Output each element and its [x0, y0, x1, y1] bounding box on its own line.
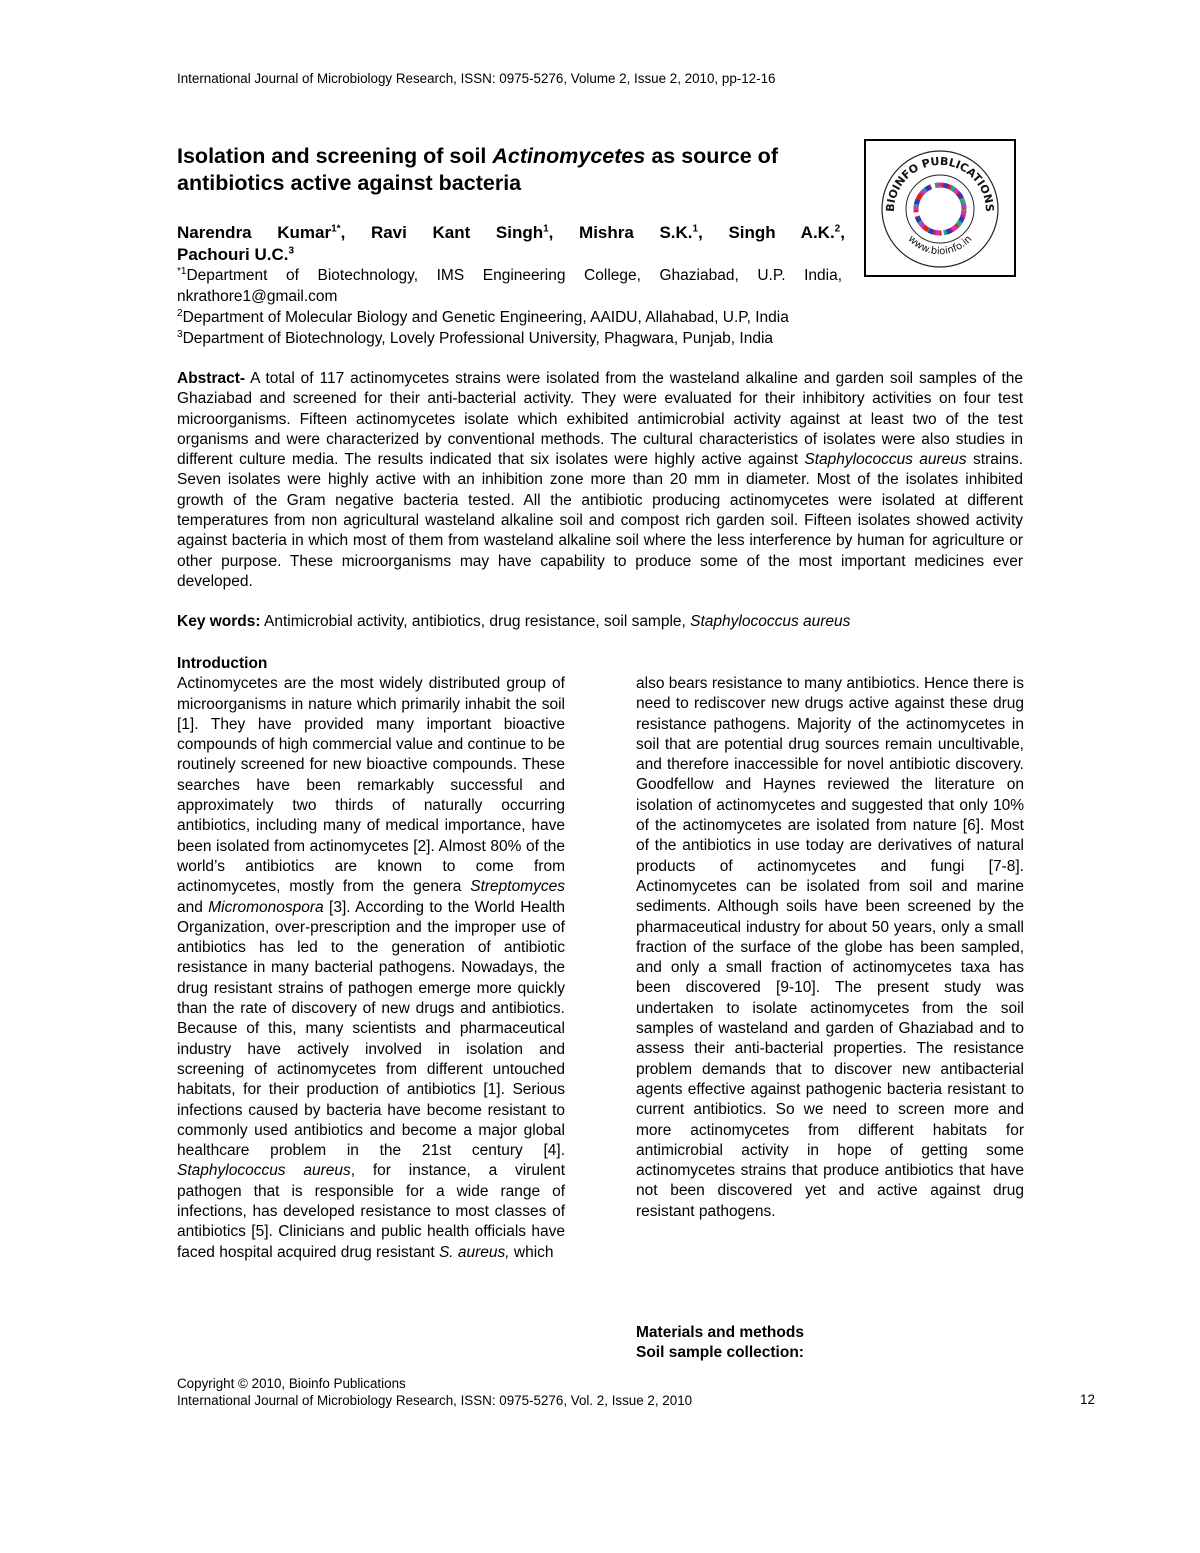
affiliation-1	[177, 266, 842, 286]
author-name: Pachouri U.C.	[177, 245, 289, 264]
introduction-paragraph	[177, 674, 565, 1263]
body-italic: Micromonospora	[208, 898, 324, 916]
materials-heading: Materials and methods	[636, 1324, 804, 1341]
page-number: 12	[1080, 1392, 1095, 1407]
body-italic: Staphylococcus aureus	[177, 1162, 351, 1180]
author-sup: 1*	[331, 223, 341, 235]
abstract-text: strains. Seven isolates were highly active with an inhibition zone more than 20 mm in diameter. Most of the isolates inhibited growth of the Gram negative bacteria tested. All the antibiotic producing actinomycetes were isolated at different temperatures from non agricultural wasteland alkaline soil and compost rich garden soil. Fifteen isolates showed activity against bacteria in which most of them from wasteland alkaline soil where the less interference by human for agriculture or other purpose. These microorganisms may have capability to produce some of the most important medicines ever developed.	[177, 451, 1023, 590]
author-sup: 3	[288, 245, 295, 257]
affiliation-sup: 2	[177, 307, 183, 319]
keywords-italic: Staphylococcus aureus	[690, 613, 851, 630]
author-name: Narendra Kumar	[177, 223, 332, 242]
author-name: Mishra S.K.	[579, 223, 693, 242]
title-part1: Isolation and screening of soil	[177, 144, 493, 168]
introduction-paragraph-continued: also bears resistance to many antibiotics. Hence there is need to rediscover new drugs active against these drug resistance pathogens. Majority of the actinomycetes in soil that are potential drug sources remain uncultivable, and therefore inaccessible for novel antibiotic discovery. Goodfellow and Haynes reviewed the literature on isolation of actinomycetes and suggested that only 10% of the actinomycetes are isolated from nature [6]. Most of the antibiotics in use today are derivatives of natural products of actinomycetes and fungi [7-8]. Actinomycetes can be isolated from soil and marine sediments. Although soils have been screened by the pharmaceutical industry for about 50 years, only a small fraction of the surface of the globe has been sampled, and only a small fraction of actinomycetes taxa has been discovered [9-10]. The present study was undertaken to isolate actinomycetes from the soil samples of wasteland and garden of Ghaziabad and to assess their anti-bacterial properties. The resistance problem demands that to discover new antibacterial agents effective against pathogenic bacteria resistant to current antibiotics. So we need to screen more and more actinomycetes from different habitats for antimicrobial activity in hope of getting some actinomycetes strains that produce antibiotics that have not been discovered yet and active against drug resistant pathogens.	[636, 675, 1024, 1220]
footer-journal: International Journal of Microbiology Research, ISSN: 0975-5276, Vol. 2, Issue 2, 2010	[177, 1393, 693, 1408]
abstract-italic: Staphylococcus aureus	[804, 451, 967, 469]
author-sup: 2	[834, 223, 841, 235]
abstract-label: Abstract-	[177, 370, 246, 387]
affiliation-2	[177, 308, 789, 328]
publisher-logo	[864, 139, 1016, 277]
keywords	[177, 612, 1023, 632]
body-text: , for instance, a virulent pathogen that is responsible for a wide range of infections, has developed resistance to most classes of antibiotics [5]. Clinicians and public health officials have faced hospital acquired drug resistant	[177, 1162, 565, 1261]
left-column	[177, 654, 565, 1263]
affiliation-text: Department of Biotechnology, IMS Engineering College, Ghaziabad, U.P. India,	[186, 267, 842, 284]
affiliation-sup: 3	[177, 328, 183, 340]
affiliation-text: Department of Biotechnology, Lovely Professional University, Phagwara, Punjab, India	[182, 330, 774, 347]
author-sup: 1	[543, 223, 549, 235]
title-part2: as source of antibiotics active against bacteria	[177, 144, 778, 195]
author-sup: 1	[692, 223, 699, 235]
materials-section	[636, 1323, 804, 1364]
abstract	[177, 369, 1023, 592]
affiliation-text: Department of Molecular Biology and Genetic Engineering, AAIDU, Allahabad, U.P, India	[182, 309, 789, 326]
author-name: Singh A.K.	[728, 223, 835, 242]
body-italic: S. aureus,	[438, 1243, 510, 1261]
logo-seal-icon	[866, 141, 1014, 275]
paper-title	[177, 143, 857, 197]
footer-copyright: Copyright © 2010, Bioinfo Publications	[177, 1376, 406, 1391]
author-list-line2	[177, 244, 294, 266]
keywords-label: Key words:	[177, 613, 261, 630]
abstract-text: A total of 117 actinomycetes strains were isolated from the wasteland alkaline and garden soil samples of the Ghaziabad and screened for their anti-bacterial activity. They were evaluated for their inhibitory activities on four test microorganisms. Fifteen actinomycetes isolate which exhibited antimicrobial activity against at least two of the test organisms and were characterized by conventional methods. The cultural characteristics of isolates were also studies in different culture media. The results indicated that six isolates were highly active against	[177, 370, 1023, 469]
body-italic: Streptomyces	[470, 878, 565, 896]
body-text: and	[177, 898, 209, 916]
introduction-heading: Introduction	[177, 655, 268, 672]
keywords-text: Antimicrobial activity, antibiotics, drug resistance, soil sample,	[260, 613, 691, 630]
svg-text:www.bioinfo.in	[906, 234, 975, 258]
page-footer	[177, 1375, 692, 1409]
running-header: International Journal of Microbiology Research, ISSN: 0975-5276, Volume 2, Issue 2, 2010, pp-12-16	[177, 71, 776, 86]
author-list: Narendra Kumar$^{1*}$, Ravi Kant Singh$^1$, Mishra S.K.$^1$, Singh A.K.$^2$,	[177, 223, 845, 242]
affiliation-email: nkrathore1@gmail.com	[177, 288, 338, 305]
body-text: [3]. According to the World Health Organization, over-prescription and the improper use of antibiotics has led to the generation of antibiotic resistance in many bacterial pathogens. Nowadays, the drug resistant strains of pathogen emerge more quickly than the rate of discovery of new drugs and antibiotics. Because of this, many scientists and pharmaceutical industry have actively involved in isolation and screening of actinomycetes from different untouched habitats, for their production of antibiotics [1]. Serious infections caused by bacteria have become resistant to commonly used antibiotics and become a major global healthcare problem in the 21st century [4].	[177, 898, 566, 1160]
title-italic: Actinomycetes	[492, 144, 646, 168]
materials-subheading: Soil sample collection:	[636, 1344, 804, 1362]
logo-text-bottom: www.bioinfo.in	[905, 233, 975, 258]
body-text: which	[509, 1243, 554, 1261]
author-name: Ravi Kant Singh	[370, 223, 544, 242]
body-text: Actinomycetes are the most widely distributed group of microorganisms in nature which primarily inhabit the soil [1]. They have provided many important bioactive compounds of high commercial value and continue to be routinely screened for new bioactive compounds. These searches have been remarkably successful and approximately two thirds of naturally occurring antibiotics, including many of medical importance, have been isolated from actinomycetes [2]. Almost 80% of the world’s antibiotics are known to come from actinomycetes, mostly from the genera	[177, 675, 565, 896]
affiliation-3	[177, 329, 773, 349]
affiliation-sup: *1	[177, 265, 187, 277]
logo-text-top: BIOINFO PUBLICATIONS	[883, 154, 997, 213]
right-column	[636, 674, 1024, 1222]
